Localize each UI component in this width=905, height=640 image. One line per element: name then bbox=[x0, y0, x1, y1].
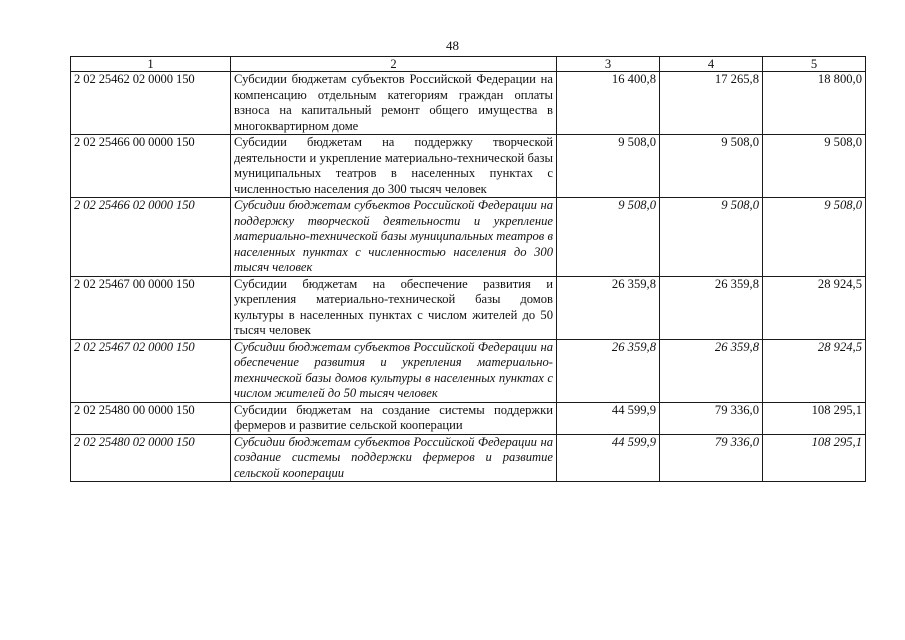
column-header-1: 1 bbox=[71, 57, 231, 72]
budget-code-cell: 2 02 25466 00 0000 150 bbox=[71, 135, 231, 198]
description-cell: Субсидии бюджетам субъектов Российской Федерации на создание системы поддержки фермеров и развитие сельской кооперации bbox=[231, 434, 557, 482]
table-row bbox=[71, 276, 866, 339]
column-header-5: 5 bbox=[763, 57, 866, 72]
value-col5-cell: 28 924,5 bbox=[763, 339, 866, 402]
value-col5-cell: 28 924,5 bbox=[763, 276, 866, 339]
budget-code-cell: 2 02 25467 00 0000 150 bbox=[71, 276, 231, 339]
column-number-header-row bbox=[71, 57, 866, 72]
value-col4-cell: 79 336,0 bbox=[660, 434, 763, 482]
value-col3-cell: 26 359,8 bbox=[557, 276, 660, 339]
value-col4-cell: 9 508,0 bbox=[660, 135, 763, 198]
description-cell: Субсидии бюджетам на создание системы поддержки фермеров и развитие сельской кооперации bbox=[231, 402, 557, 434]
value-col4-cell: 17 265,8 bbox=[660, 72, 763, 135]
budget-code-cell: 2 02 25462 02 0000 150 bbox=[71, 72, 231, 135]
value-col3-cell: 9 508,0 bbox=[557, 198, 660, 277]
table-row bbox=[71, 402, 866, 434]
value-col4-cell: 26 359,8 bbox=[660, 339, 763, 402]
value-col3-cell: 44 599,9 bbox=[557, 434, 660, 482]
page-number: 48 bbox=[446, 38, 459, 53]
value-col4-cell: 79 336,0 bbox=[660, 402, 763, 434]
budget-table bbox=[70, 56, 866, 482]
value-col3-cell: 9 508,0 bbox=[557, 135, 660, 198]
value-col5-cell: 108 295,1 bbox=[763, 402, 866, 434]
value-col4-cell: 26 359,8 bbox=[660, 276, 763, 339]
value-col5-cell: 9 508,0 bbox=[763, 135, 866, 198]
value-col3-cell: 44 599,9 bbox=[557, 402, 660, 434]
column-header-2: 2 bbox=[231, 57, 557, 72]
budget-code-cell: 2 02 25480 00 0000 150 bbox=[71, 402, 231, 434]
budget-code-cell: 2 02 25480 02 0000 150 bbox=[71, 434, 231, 482]
value-col5-cell: 18 800,0 bbox=[763, 72, 866, 135]
description-cell: Субсидии бюджетам субъектов Российской Федерации на компенсацию отдельным категориям граждан оплаты взноса на капитальный ремонт общего имущества в многоквартирном доме bbox=[231, 72, 557, 135]
description-cell: Субсидии бюджетам субъектов Российской Федерации на поддержку творческой деятельности и укрепление материально-технической базы муниципальных театров в населенных пунктах с численностью населения до 300 тысяч человек bbox=[231, 198, 557, 277]
table-row bbox=[71, 198, 866, 277]
budget-code-cell: 2 02 25467 02 0000 150 bbox=[71, 339, 231, 402]
description-cell: Субсидии бюджетам субъектов Российской Федерации на обеспечение развития и укрепления материально-технической базы домов культуры в населенных пунктах с числом жителей до 50 тысяч человек bbox=[231, 339, 557, 402]
table-row bbox=[71, 434, 866, 482]
table-row bbox=[71, 72, 866, 135]
value-col3-cell: 16 400,8 bbox=[557, 72, 660, 135]
column-header-4: 4 bbox=[660, 57, 763, 72]
table-row bbox=[71, 135, 866, 198]
column-header-3: 3 bbox=[557, 57, 660, 72]
budget-code-cell: 2 02 25466 02 0000 150 bbox=[71, 198, 231, 277]
table-row bbox=[71, 339, 866, 402]
description-cell: Субсидии бюджетам на обеспечение развития и укрепления материально-технической базы домов культуры в населенных пунктах с числом жителей до 50 тысяч человек bbox=[231, 276, 557, 339]
value-col4-cell: 9 508,0 bbox=[660, 198, 763, 277]
value-col5-cell: 108 295,1 bbox=[763, 434, 866, 482]
value-col5-cell: 9 508,0 bbox=[763, 198, 866, 277]
description-cell: Субсидии бюджетам на поддержку творческой деятельности и укрепление материально-технической базы муниципальных театров в населенных пунктах с численностью населения до 300 тысяч человек bbox=[231, 135, 557, 198]
value-col3-cell: 26 359,8 bbox=[557, 339, 660, 402]
